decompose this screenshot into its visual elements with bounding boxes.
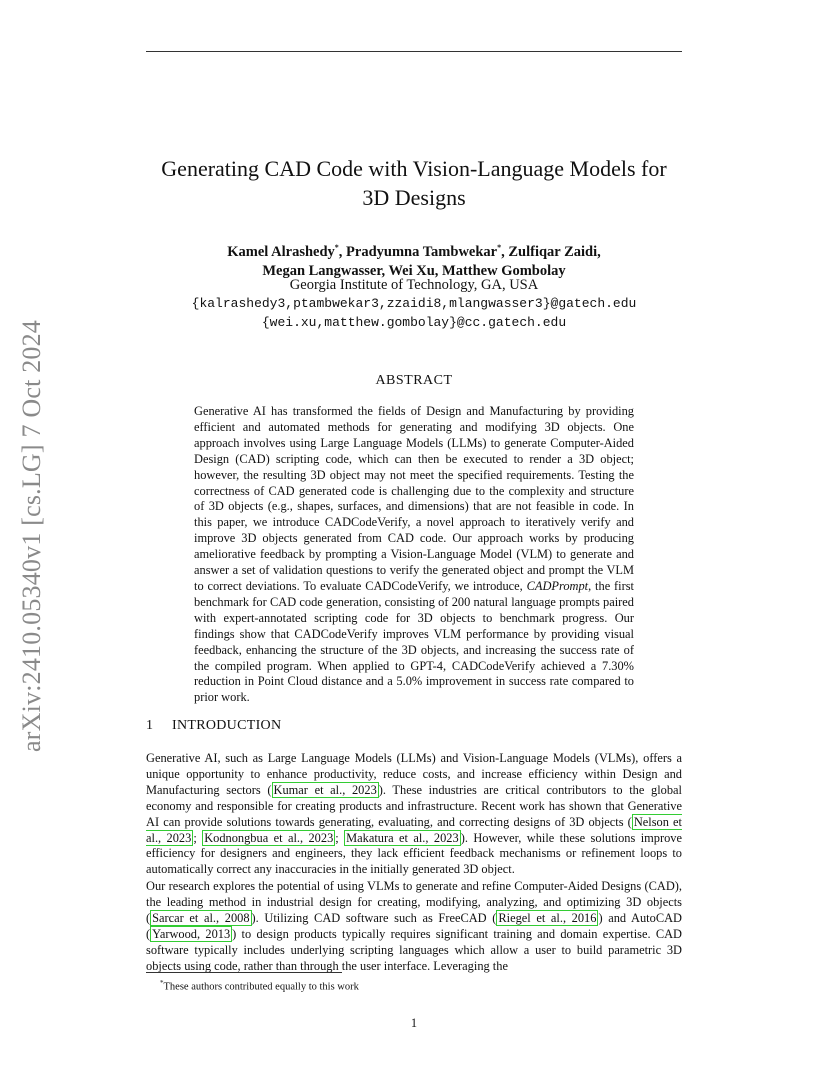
equal-contribution-mark: * (497, 243, 502, 252)
abstract-text: , the first benchmark for CAD code generation, consisting of 200 natural language prompts paired with expert-annotated scripting code for 3D objects to benchmark progress. Our findings show that CADCodeVerify improves VLM performance by providing visual feedback, enhancing the structure of the 3D objects, and increasing the success rate of the compiled program. When applied to GPT-4, CADCodeVerify achieved a 7.30% reduction in Point Cloud distance and a 5.0% improvement in success rate compared to prior work. (194, 578, 634, 705)
body-text: ) to design products typically requires significant training and domain expertise. CAD software typically includes underlying scripting languages which allow a user to build parametric 3D objects using code, rather than through the user interface. Leveraging the (146, 926, 682, 973)
affiliation: Georgia Institute of Technology, GA, USA (289, 277, 539, 293)
title-line-1: Generating CAD Code with Vision-Language Models for (161, 156, 667, 181)
section-number: 1 (146, 718, 154, 733)
authors-line-2: Megan Langwasser, Wei Xu, Matthew Gombolay (262, 262, 566, 279)
body-text: Our research explores the potential of using VLMs to generate and refine Computer-Aided Designs (CAD), the leading method in industrial design for creating, modifying, analyzing, and optimizing 3D objects ( (146, 879, 682, 925)
authors-line-1: Kamel Alrashedy*, Pradyumna Tambwekar*, Zulfiqar Zaidi, (227, 243, 601, 260)
footnote (160, 976, 359, 995)
separator: ; (335, 830, 345, 845)
paper-title (120, 154, 708, 212)
title-line-2: 3D Designs (362, 185, 466, 210)
citation-link[interactable]: Sarcar et al., 2008 (152, 910, 250, 925)
body-text: Generative AI, such as Large Language Models (LLMs) and Vision-Language Models (VLMs), offers a unique opportunity to enhance productivity, reduce costs, and increase efficiency within Design and Manufacturing sectors ( (146, 751, 682, 797)
citation-link[interactable]: Kumar et al., 2023 (273, 782, 377, 797)
separator: ; (193, 830, 203, 845)
author-list (120, 238, 708, 281)
citation-link[interactable]: Nelson et al., 2023 (146, 814, 682, 845)
section-heading (146, 718, 281, 734)
intro-paragraph-2 (146, 879, 682, 974)
intro-paragraph-1 (146, 751, 682, 878)
citation-link[interactable]: Kodnongbua et al., 2023 (204, 830, 334, 845)
benchmark-name: CADPrompt (526, 578, 589, 593)
author-name: Zulfiqar Zaidi, (508, 243, 601, 260)
body-text: ). However, while these solutions improve efficiency for designers and engineers, they lack efficient feedback mechanisms or refinement loops to automatically correct any inaccuracies in the initially generated 3D object. (146, 830, 682, 877)
footnote-rule (146, 972, 342, 973)
author-name: Kamel Alrashedy (227, 243, 335, 260)
footnote-text: These authors contributed equally to this work (163, 981, 359, 993)
author-name: Matthew Gombolay (442, 262, 566, 279)
citation-link[interactable]: Makatura et al., 2023 (346, 830, 459, 845)
abstract-body (194, 404, 634, 706)
author-name: Wei Xu (388, 262, 435, 279)
arxiv-sidebar-stamp: arXiv:2410.05340v1 [cs.LG] 7 Oct 2024 (17, 320, 46, 752)
section-title: INTRODUCTION (172, 718, 282, 733)
top-rule (146, 51, 682, 52)
email-line-1: {kalrashedy3,ptambwekar3,zzaidi8,mlangwasser3}@gatech.edu (191, 296, 637, 311)
citation-link[interactable]: Riegel et al., 2016 (498, 910, 597, 925)
abstract-text: Generative AI has transformed the fields of Design and Manufacturing by providing efficient and automated methods for generating and modifying 3D objects. One approach involves using Large Language Models (LLMs) to generate Computer-Aided Design (CAD) scripting code, which can then be executed to render a 3D object; however, the resulting 3D object may not meet the specified requirements. Testing the correctness of CAD generated code is challenging due to the complexity and structure of 3D objects (e.g., shapes, surfaces, and dimensions) that are not feasible in code. In this paper, we introduce CADCodeVerify, a novel approach to iteratively verify and improve 3D objects generated from CAD code. Our approach works by producing ameliorative feedback by prompting a Vision-Language Model (VLM) to generate and answer a set of validation questions to verify the generated object and prompt the VLM to correct deviations. To evaluate CADCodeVerify, we introduce, (194, 404, 634, 593)
page-number: 1 (410, 1016, 418, 1030)
body-text: ). These industries are critical contributors to the global economy and responsible for creating products and infrastructure. Recent work has shown that Generative AI can provide solutions towards generating, evaluating, and correcting designs of 3D objects ( (146, 782, 682, 829)
author-name: Pradyumna Tambwekar (346, 243, 498, 260)
citation-link[interactable]: Yarwood, 2013 (152, 926, 231, 941)
footnote-mark: * (160, 979, 164, 987)
abstract-heading: ABSTRACT (375, 373, 453, 388)
author-name: Megan Langwasser (262, 262, 382, 279)
equal-contribution-mark: * (334, 243, 339, 252)
email-line-2: {wei.xu,matthew.gombolay}@cc.gatech.edu (261, 315, 567, 330)
body-text: ). Utilizing CAD software such as FreeCAD ( (251, 910, 497, 925)
body-text: ) and AutoCAD ( (146, 910, 682, 941)
